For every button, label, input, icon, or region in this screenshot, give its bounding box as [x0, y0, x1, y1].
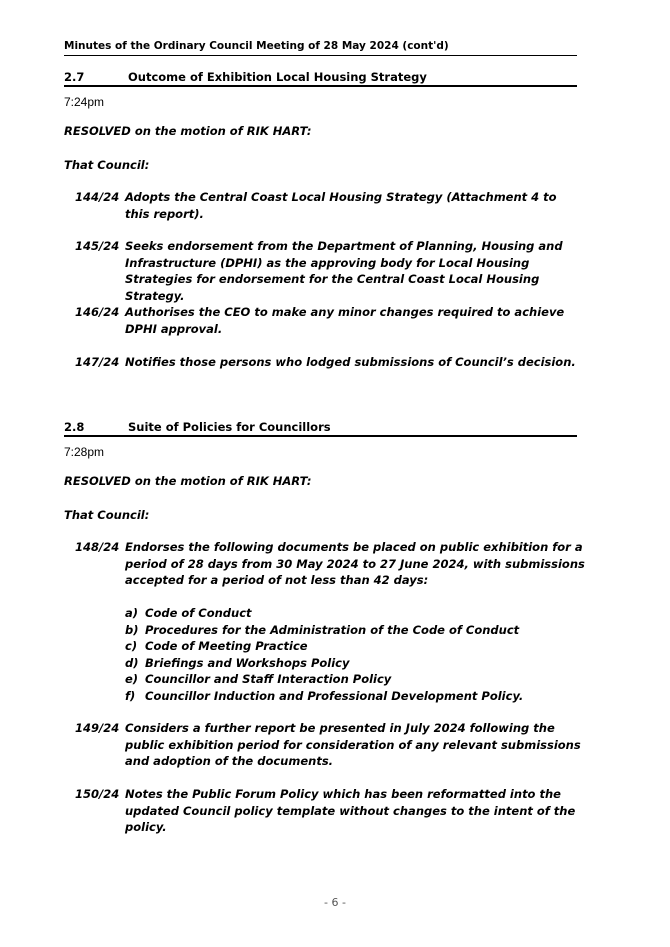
- list-marker: b): [125, 622, 139, 637]
- resolution-item: [75, 720, 585, 770]
- section-time: 7:28pm: [64, 445, 105, 459]
- that-council-label: That Council:: [64, 158, 150, 172]
- resolution-number: 146/24: [75, 305, 120, 319]
- resolution-number: 150/24: [75, 787, 120, 801]
- section-number: 2.8: [64, 420, 85, 434]
- list-marker: c): [125, 639, 138, 654]
- resolution-text: Notes the Public Forum Policy which has been reformatted into the updated Council policy template without changes to the intent of the policy.: [125, 787, 576, 835]
- resolution-text: Authorises the CEO to make any minor changes required to achieve DPHI approval.: [125, 305, 565, 336]
- list-marker: d): [125, 655, 139, 670]
- resolution-item: [75, 786, 585, 836]
- resolution-item: [75, 238, 585, 304]
- resolution-item: [75, 304, 585, 337]
- resolution-number: 149/24: [75, 721, 120, 735]
- list-item: [125, 671, 523, 688]
- section-heading-2-8: [64, 420, 577, 437]
- resolution-number: 148/24: [75, 540, 120, 554]
- list-item-text: Procedures for the Administration of the Code of Conduct: [145, 622, 520, 637]
- resolution-text: Adopts the Central Coast Local Housing Strategy (Attachment 4 to this report).: [125, 190, 557, 221]
- list-item: [125, 688, 523, 705]
- list-marker: f): [125, 688, 136, 703]
- resolution-item: [75, 189, 585, 222]
- resolved-motion: RESOLVED on the motion of RIK HART:: [64, 124, 312, 138]
- resolution-number: 144/24: [75, 190, 120, 204]
- section-number: 2.7: [64, 70, 85, 84]
- documents-list: [125, 605, 523, 705]
- resolution-number: 145/24: [75, 239, 120, 253]
- list-item: [125, 638, 523, 655]
- resolution-text: Notifies those persons who lodged submissions of Council’s decision.: [125, 355, 576, 369]
- resolution-item: [75, 354, 585, 371]
- resolution-text: Considers a further report be presented in July 2024 following the public exhibition period for consideration of any relevant submissions and adoption of the documents.: [125, 721, 581, 769]
- running-header: Minutes of the Ordinary Council Meeting of 28 May 2024 (cont'd): [64, 39, 577, 56]
- list-item: [125, 622, 523, 639]
- that-council-label: That Council:: [64, 508, 150, 522]
- list-item-text: Code of Conduct: [145, 606, 252, 620]
- list-item-text: Councillor and Staff Interaction Policy: [145, 672, 392, 687]
- resolution-text: Seeks endorsement from the Department of Planning, Housing and Infrastructure (DPHI) as the approving body for Local Housing Strategies for endorsement for the Central Coast Local Housing Strategy.: [125, 239, 563, 303]
- resolution-item: [75, 539, 585, 589]
- list-item: [125, 605, 523, 622]
- resolution-text: Endorses the following documents be placed on public exhibition for a period of 28 days from 30 May 2024 to 27 June 2024, with submissions accepted for a period of not less than 42 days:: [125, 540, 585, 588]
- section-title: Outcome of Exhibition Local Housing Strategy: [128, 70, 427, 84]
- list-item-text: Briefings and Workshops Policy: [145, 655, 350, 670]
- resolution-number: 147/24: [75, 355, 120, 369]
- list-item: [125, 655, 523, 672]
- list-marker: e): [125, 672, 139, 687]
- section-heading-2-7: [64, 70, 577, 87]
- page-number: - 6 -: [324, 896, 346, 909]
- section-title: Suite of Policies for Councillors: [128, 420, 331, 434]
- section-time: 7:24pm: [64, 95, 105, 109]
- list-item-text: Councillor Induction and Professional Development Policy.: [145, 688, 524, 703]
- list-item-text: Code of Meeting Practice: [145, 639, 308, 654]
- resolved-motion: RESOLVED on the motion of RIK HART:: [64, 474, 312, 488]
- list-marker: a): [125, 606, 139, 620]
